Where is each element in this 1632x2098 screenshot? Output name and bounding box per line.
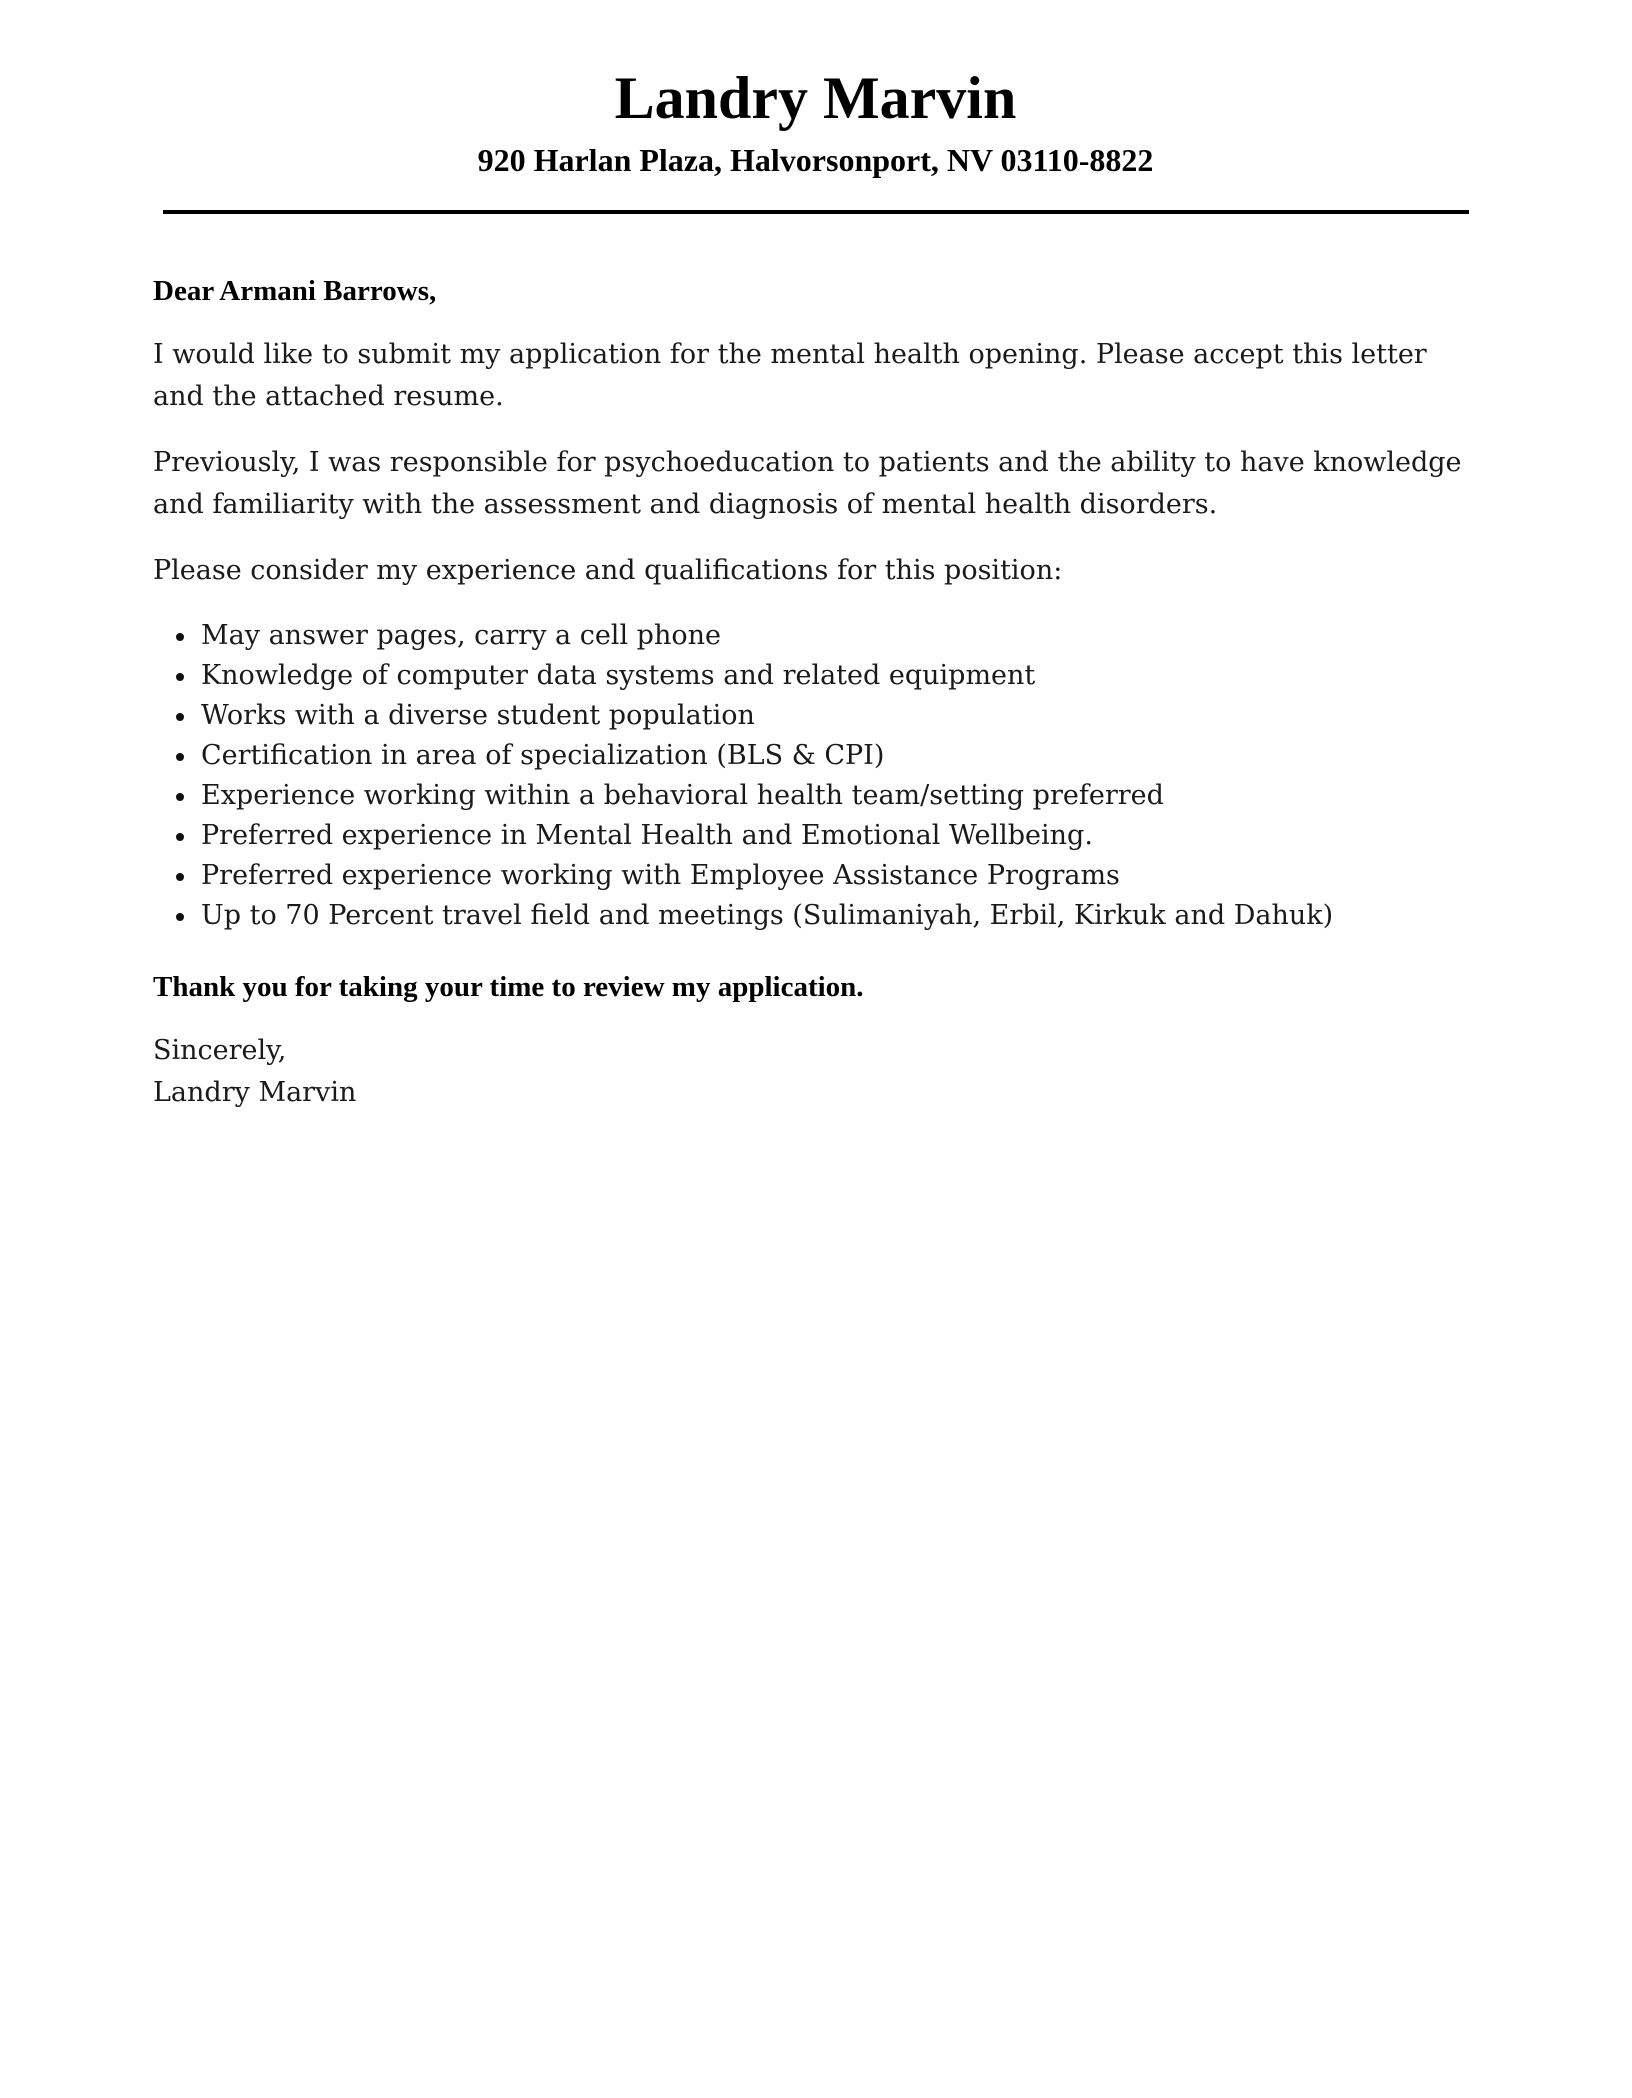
bullet-icon — [176, 833, 184, 841]
list-item-text: Certification in area of specialization (BLS & CPI) — [201, 740, 885, 771]
intro-paragraph: I would like to submit my application for the mental health opening. Please accept this letter and the attached resume. — [153, 339, 1427, 412]
list-item — [153, 896, 1473, 936]
list-item — [153, 736, 1473, 776]
list-item — [153, 856, 1473, 896]
list-item-text: Works with a diverse student population — [201, 700, 755, 731]
list-item-text: Up to 70 Percent travel field and meetings (Sulimaniyah, Erbil, Kirkuk and Dahuk) — [201, 900, 1334, 931]
header-divider — [163, 210, 1469, 214]
list-item-text: Knowledge of computer data systems and related equipment — [201, 660, 1036, 691]
closing-statement: Thank you for taking your time to review my application. — [153, 971, 864, 1003]
list-item — [153, 696, 1473, 736]
salutation: Dear Armani Barrows, — [153, 275, 437, 307]
qualifications-list — [153, 616, 1473, 936]
bullet-icon — [176, 873, 184, 881]
list-item-text: Experience working within a behavioral health team/setting preferred — [201, 780, 1164, 811]
sender-name: Landry Marvin — [614, 65, 1017, 131]
bullet-icon — [176, 913, 184, 921]
bullet-icon — [176, 713, 184, 721]
bullet-icon — [176, 633, 184, 641]
list-item — [153, 616, 1473, 656]
letter-header — [163, 58, 1468, 178]
list-item-text: Preferred experience in Mental Health and Emotional Wellbeing. — [201, 820, 1093, 851]
qualifications-intro: Please consider my experience and qualifications for this position: — [153, 555, 1063, 586]
list-item — [153, 776, 1473, 816]
bullet-icon — [176, 753, 184, 761]
list-item — [153, 656, 1473, 696]
list-item — [153, 816, 1473, 856]
bullet-icon — [176, 673, 184, 681]
signature-name: Landry Marvin — [153, 1077, 357, 1108]
list-item-text: Preferred experience working with Employee Assistance Programs — [201, 860, 1120, 891]
sender-address: 920 Harlan Plaza, Halvorsonport, NV 03110-8822 — [477, 142, 1154, 178]
experience-paragraph: Previously, I was responsible for psychoeducation to patients and the ability to have knowledge and familiarity with the assessment and diagnosis of mental health disorders. — [153, 447, 1462, 520]
letter-body — [153, 270, 1473, 1114]
signoff: Sincerely, — [153, 1035, 287, 1066]
list-item-text: May answer pages, carry a cell phone — [201, 620, 721, 651]
bullet-icon — [176, 793, 184, 801]
